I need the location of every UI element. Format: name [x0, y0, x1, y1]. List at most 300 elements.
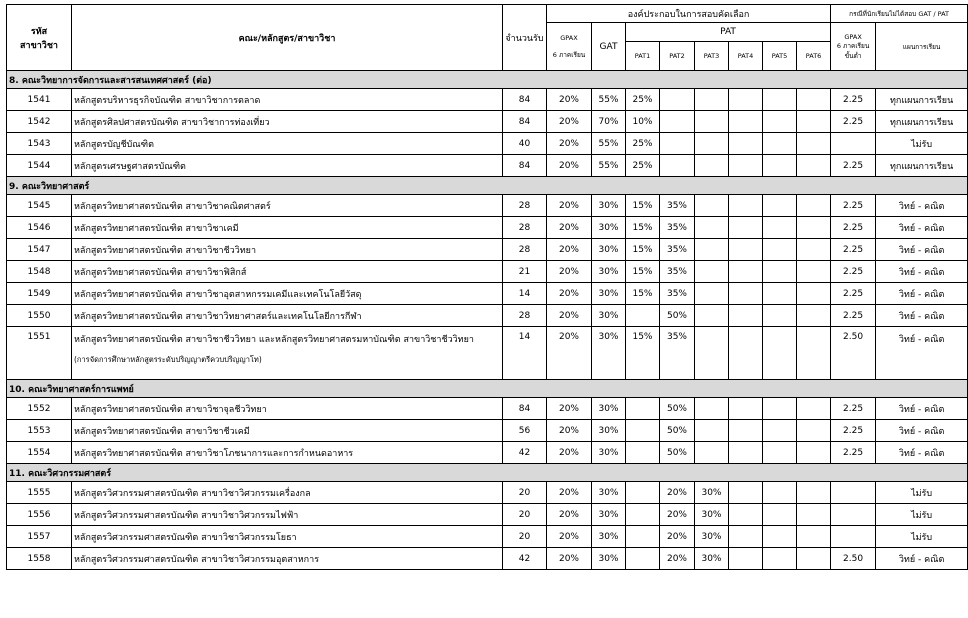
pat4-weight	[729, 526, 763, 548]
gat-weight: 30%	[592, 526, 626, 548]
program-name: หลักสูตรวิศวกรรมศาสตรบัณฑิต สาขาวิชาวิศวกรรมอุตสาหการ	[74, 554, 320, 565]
pat1-weight	[626, 504, 660, 526]
program-code: 1554	[7, 442, 72, 464]
program-name: หลักสูตรวิทยาศาสตรบัณฑิต สาขาวิชาฟิสิกส์	[74, 267, 247, 278]
table-row	[7, 133, 968, 155]
pat2-weight: 35%	[660, 327, 695, 380]
pat6-weight	[797, 398, 831, 420]
program-code: 1543	[7, 133, 72, 155]
program-name-cell	[72, 283, 503, 305]
pat2-weight: 35%	[660, 217, 695, 239]
program-code: 1547	[7, 239, 72, 261]
pat3-weight	[695, 111, 729, 133]
pat1-weight: 15%	[626, 261, 660, 283]
pat3-weight	[695, 442, 729, 464]
study-plan: ทุกแผนการเรียน	[876, 155, 968, 177]
gpax-weight: 20%	[547, 327, 592, 380]
pat2-weight: 35%	[660, 239, 695, 261]
gpax-min	[831, 526, 876, 548]
gpax-weight: 20%	[547, 526, 592, 548]
pat1-weight	[626, 305, 660, 327]
study-plan: วิทย์ - คณิต	[876, 398, 968, 420]
quota: 84	[503, 398, 547, 420]
gpax-min: 2.50	[831, 327, 876, 380]
program-name: หลักสูตรบัญชีบัณฑิต	[74, 139, 154, 150]
table-row	[7, 442, 968, 464]
header-gpax-min	[831, 23, 876, 71]
pat3-weight	[695, 89, 729, 111]
program-name-cell	[72, 195, 503, 217]
quota: 56	[503, 420, 547, 442]
section-title: 11. คณะวิศวกรรมศาสตร์	[7, 464, 968, 482]
study-plan: ทุกแผนการเรียน	[876, 111, 968, 133]
header-pat6: PAT6	[797, 42, 831, 71]
gpax-weight: 20%	[547, 111, 592, 133]
header-study-plan: แผนการเรียน	[876, 23, 968, 71]
gpax-min: 2.25	[831, 89, 876, 111]
header-code-line2: สาขาวิชา	[20, 40, 58, 51]
program-code: 1550	[7, 305, 72, 327]
gat-weight: 30%	[592, 239, 626, 261]
header-no-score: กรณีที่นักเรียนไม่ได้สอบ GAT / PAT	[831, 5, 968, 23]
gat-weight: 30%	[592, 217, 626, 239]
quota: 14	[503, 283, 547, 305]
study-plan: วิทย์ - คณิต	[876, 261, 968, 283]
program-name: หลักสูตรวิทยาศาสตรบัณฑิต สาขาวิชาเคมี	[74, 223, 239, 234]
gat-weight: 30%	[592, 442, 626, 464]
program-code: 1541	[7, 89, 72, 111]
program-code: 1549	[7, 283, 72, 305]
pat1-weight	[626, 442, 660, 464]
pat6-weight	[797, 442, 831, 464]
study-plan: วิทย์ - คณิต	[876, 239, 968, 261]
section-title: 8. คณะวิทยาการจัดการและสารสนเทศศาสตร์ (ต่อ)	[7, 71, 968, 89]
gat-weight: 30%	[592, 195, 626, 217]
pat5-weight	[763, 548, 797, 570]
program-name-cell	[72, 398, 503, 420]
section-header-row	[7, 71, 968, 89]
pat6-weight	[797, 504, 831, 526]
program-name-cell	[72, 305, 503, 327]
pat5-weight	[763, 283, 797, 305]
header-pat3: PAT3	[695, 42, 729, 71]
gat-weight: 55%	[592, 155, 626, 177]
study-plan: ทุกแผนการเรียน	[876, 89, 968, 111]
table-row	[7, 261, 968, 283]
program-name-cell	[72, 442, 503, 464]
pat6-weight	[797, 195, 831, 217]
study-plan: วิทย์ - คณิต	[876, 420, 968, 442]
pat2-weight: 35%	[660, 195, 695, 217]
quota: 40	[503, 133, 547, 155]
program-code: 1546	[7, 217, 72, 239]
pat1-weight	[626, 398, 660, 420]
pat4-weight	[729, 398, 763, 420]
gpax-weight: 20%	[547, 482, 592, 504]
gpax-weight: 20%	[547, 305, 592, 327]
pat4-weight	[729, 239, 763, 261]
header-pat1: PAT1	[626, 42, 660, 71]
gat-weight: 55%	[592, 133, 626, 155]
pat3-weight: 30%	[695, 504, 729, 526]
section-title: 10. คณะวิทยาศาสตร์การแพทย์	[7, 380, 968, 398]
gpax-weight: 20%	[547, 442, 592, 464]
pat4-weight	[729, 261, 763, 283]
header-gpax-min-sub1: 6 ภาคเรียน	[836, 41, 870, 50]
pat2-weight: 20%	[660, 526, 695, 548]
header-gpax-sub: 6 ภาคเรียน	[552, 50, 586, 59]
program-name-cell	[72, 133, 503, 155]
pat2-weight: 50%	[660, 442, 695, 464]
pat3-weight	[695, 155, 729, 177]
gpax-min: 2.25	[831, 420, 876, 442]
section-header-row	[7, 464, 968, 482]
pat3-weight	[695, 398, 729, 420]
gpax-min	[831, 133, 876, 155]
gpax-min: 2.25	[831, 239, 876, 261]
pat2-weight: 20%	[660, 482, 695, 504]
program-name-cell	[72, 239, 503, 261]
header-gpax	[547, 23, 592, 71]
program-name-cell	[72, 526, 503, 548]
pat2-weight: 50%	[660, 398, 695, 420]
quota: 14	[503, 327, 547, 380]
pat5-weight	[763, 482, 797, 504]
program-name: หลักสูตรบริหารธุรกิจบัณฑิต สาขาวิชาการตลาด	[74, 95, 261, 106]
study-plan: ไม่รับ	[876, 504, 968, 526]
header-quota: จำนวนรับ	[503, 5, 547, 71]
quota: 21	[503, 261, 547, 283]
gat-weight: 30%	[592, 283, 626, 305]
program-name: หลักสูตรวิศวกรรมศาสตรบัณฑิต สาขาวิชาวิศวกรรมไฟฟ้า	[74, 510, 299, 521]
program-name: หลักสูตรวิทยาศาสตรบัณฑิต สาขาวิชาชีววิทยา	[74, 245, 257, 256]
program-name: หลักสูตรวิศวกรรมศาสตรบัณฑิต สาขาวิชาวิศวกรรมเครื่องกล	[74, 488, 311, 499]
pat5-weight	[763, 111, 797, 133]
program-name: หลักสูตรวิทยาศาสตรบัณฑิต สาขาวิชาคณิตศาสตร์	[74, 201, 271, 212]
gpax-min: 2.25	[831, 305, 876, 327]
table-body	[7, 71, 968, 570]
gat-weight: 30%	[592, 420, 626, 442]
pat1-weight: 25%	[626, 89, 660, 111]
quota: 28	[503, 239, 547, 261]
program-name-cell	[72, 89, 503, 111]
program-code: 1548	[7, 261, 72, 283]
program-name-cell	[72, 548, 503, 570]
quota: 28	[503, 195, 547, 217]
gpax-min: 2.25	[831, 261, 876, 283]
pat1-weight: 15%	[626, 239, 660, 261]
pat4-weight	[729, 548, 763, 570]
gpax-min: 2.25	[831, 442, 876, 464]
table-row	[7, 111, 968, 133]
pat1-weight: 10%	[626, 111, 660, 133]
pat6-weight	[797, 420, 831, 442]
study-plan: วิทย์ - คณิต	[876, 217, 968, 239]
gpax-weight: 20%	[547, 195, 592, 217]
quota: 20	[503, 526, 547, 548]
pat3-weight	[695, 239, 729, 261]
quota: 20	[503, 482, 547, 504]
pat5-weight	[763, 504, 797, 526]
header-gpax-label: GPAX	[560, 33, 578, 42]
gpax-min: 2.25	[831, 195, 876, 217]
gat-weight: 55%	[592, 89, 626, 111]
quota: 42	[503, 548, 547, 570]
pat4-weight	[729, 89, 763, 111]
pat2-weight: 50%	[660, 420, 695, 442]
pat1-weight: 15%	[626, 195, 660, 217]
table-row	[7, 155, 968, 177]
program-name-cell	[72, 327, 503, 380]
table-row	[7, 398, 968, 420]
pat3-weight	[695, 133, 729, 155]
program-code: 1551	[7, 327, 72, 380]
quota: 42	[503, 442, 547, 464]
table-row	[7, 89, 968, 111]
pat2-weight	[660, 111, 695, 133]
pat3-weight: 30%	[695, 526, 729, 548]
header-gpax-min-sub2: ขั้นต่ำ	[844, 51, 862, 60]
gat-weight: 30%	[592, 398, 626, 420]
program-code: 1542	[7, 111, 72, 133]
study-plan: ไม่รับ	[876, 133, 968, 155]
pat5-weight	[763, 398, 797, 420]
header-components: องค์ประกอบในการสอบคัดเลือก	[547, 5, 831, 23]
program-note: (การจัดการศึกษาหลักสูตรระดับปริญญาตรีควบปริญญาโท)	[74, 355, 262, 364]
gpax-min	[831, 504, 876, 526]
study-plan: วิทย์ - คณิต	[876, 548, 968, 570]
pat2-weight: 50%	[660, 305, 695, 327]
gpax-min: 2.25	[831, 111, 876, 133]
gpax-weight: 20%	[547, 420, 592, 442]
pat5-weight	[763, 305, 797, 327]
pat6-weight	[797, 133, 831, 155]
program-name: หลักสูตรเศรษฐศาสตรบัณฑิต	[74, 161, 186, 172]
gpax-min: 2.25	[831, 217, 876, 239]
header-code	[7, 5, 72, 71]
header-pat5: PAT5	[763, 42, 797, 71]
section-header-row	[7, 177, 968, 195]
header-program: คณะ/หลักสูตร/สาขาวิชา	[72, 5, 503, 71]
pat6-weight	[797, 217, 831, 239]
quota: 28	[503, 305, 547, 327]
pat3-weight	[695, 195, 729, 217]
pat5-weight	[763, 327, 797, 380]
header-code-line1: รหัส	[30, 26, 48, 37]
pat2-weight	[660, 89, 695, 111]
gpax-weight: 20%	[547, 89, 592, 111]
pat5-weight	[763, 195, 797, 217]
pat5-weight	[763, 133, 797, 155]
pat4-weight	[729, 442, 763, 464]
gat-weight: 30%	[592, 261, 626, 283]
gat-weight: 70%	[592, 111, 626, 133]
table-row	[7, 283, 968, 305]
program-code: 1555	[7, 482, 72, 504]
program-code: 1552	[7, 398, 72, 420]
study-plan: วิทย์ - คณิต	[876, 442, 968, 464]
program-name: หลักสูตรวิทยาศาสตรบัณฑิต สาขาวิชาชีวเคมี	[74, 426, 250, 437]
study-plan: ไม่รับ	[876, 482, 968, 504]
program-name-cell	[72, 261, 503, 283]
header-pat2: PAT2	[660, 42, 695, 71]
pat4-weight	[729, 420, 763, 442]
pat5-weight	[763, 526, 797, 548]
table-row	[7, 482, 968, 504]
study-plan: ไม่รับ	[876, 526, 968, 548]
gpax-weight: 20%	[547, 133, 592, 155]
program-name-cell	[72, 217, 503, 239]
program-name-cell	[72, 111, 503, 133]
pat6-weight	[797, 548, 831, 570]
pat6-weight	[797, 526, 831, 548]
gpax-min: 2.50	[831, 548, 876, 570]
gpax-weight: 20%	[547, 398, 592, 420]
pat1-weight	[626, 482, 660, 504]
program-code: 1557	[7, 526, 72, 548]
table-row	[7, 239, 968, 261]
header-gpax-min-label: GPAX	[844, 32, 862, 41]
program-code: 1544	[7, 155, 72, 177]
program-name-cell	[72, 155, 503, 177]
pat2-weight	[660, 155, 695, 177]
quota: 84	[503, 89, 547, 111]
pat4-weight	[729, 305, 763, 327]
pat3-weight	[695, 217, 729, 239]
program-code: 1553	[7, 420, 72, 442]
table-row	[7, 305, 968, 327]
gpax-weight: 20%	[547, 548, 592, 570]
pat3-weight	[695, 261, 729, 283]
table-row	[7, 548, 968, 570]
pat2-weight: 20%	[660, 548, 695, 570]
gpax-weight: 20%	[547, 217, 592, 239]
pat5-weight	[763, 420, 797, 442]
pat3-weight	[695, 305, 729, 327]
program-name: หลักสูตรวิศวกรรมศาสตรบัณฑิต สาขาวิชาวิศวกรรมโยธา	[74, 532, 297, 543]
program-name-cell	[72, 504, 503, 526]
pat5-weight	[763, 217, 797, 239]
gpax-weight: 20%	[547, 261, 592, 283]
program-name: หลักสูตรวิทยาศาสตรบัณฑิต สาขาวิชาชีววิทยา และหลักสูตรวิทยาศาสตรมหาบัณฑิต สาขาวิชาชีววิทยา	[74, 335, 474, 345]
pat1-weight: 15%	[626, 327, 660, 380]
gpax-weight: 20%	[547, 239, 592, 261]
pat4-weight	[729, 217, 763, 239]
table-row	[7, 327, 968, 380]
pat6-weight	[797, 239, 831, 261]
pat4-weight	[729, 504, 763, 526]
pat1-weight: 15%	[626, 283, 660, 305]
pat4-weight	[729, 327, 763, 380]
program-name-cell	[72, 482, 503, 504]
pat4-weight	[729, 482, 763, 504]
program-code: 1558	[7, 548, 72, 570]
pat6-weight	[797, 111, 831, 133]
gpax-weight: 20%	[547, 504, 592, 526]
section-title: 9. คณะวิทยาศาสตร์	[7, 177, 968, 195]
quota: 28	[503, 217, 547, 239]
gat-weight: 30%	[592, 482, 626, 504]
pat6-weight	[797, 89, 831, 111]
pat6-weight	[797, 283, 831, 305]
pat1-weight	[626, 420, 660, 442]
pat3-weight	[695, 283, 729, 305]
table-row	[7, 195, 968, 217]
quota: 20	[503, 504, 547, 526]
program-name-cell	[72, 420, 503, 442]
pat3-weight	[695, 420, 729, 442]
program-name: หลักสูตรวิทยาศาสตรบัณฑิต สาขาวิชาโภชนาการและการกำหนดอาหาร	[74, 448, 354, 459]
study-plan: วิทย์ - คณิต	[876, 195, 968, 217]
pat1-weight	[626, 548, 660, 570]
pat3-weight	[695, 327, 729, 380]
table-row	[7, 504, 968, 526]
pat2-weight: 35%	[660, 283, 695, 305]
gpax-min: 2.25	[831, 155, 876, 177]
quota: 84	[503, 155, 547, 177]
pat5-weight	[763, 89, 797, 111]
pat1-weight: 25%	[626, 133, 660, 155]
gat-weight: 30%	[592, 305, 626, 327]
program-name: หลักสูตรวิทยาศาสตรบัณฑิต สาขาวิชาอุตสาหกรรมเคมีและเทคโนโลยีวัสดุ	[74, 289, 362, 300]
program-name: หลักสูตรวิทยาศาสตรบัณฑิต สาขาวิชาวิทยาศาสตร์และเทคโนโลยีการกีฬา	[74, 311, 362, 322]
study-plan: วิทย์ - คณิต	[876, 283, 968, 305]
program-code: 1556	[7, 504, 72, 526]
pat1-weight: 25%	[626, 155, 660, 177]
gat-weight: 30%	[592, 548, 626, 570]
section-header-row	[7, 380, 968, 398]
study-plan: วิทย์ - คณิต	[876, 305, 968, 327]
pat6-weight	[797, 261, 831, 283]
pat5-weight	[763, 239, 797, 261]
quota: 84	[503, 111, 547, 133]
pat1-weight: 15%	[626, 217, 660, 239]
gpax-min: 2.25	[831, 283, 876, 305]
pat4-weight	[729, 195, 763, 217]
gpax-weight: 20%	[547, 283, 592, 305]
program-code: 1545	[7, 195, 72, 217]
pat5-weight	[763, 442, 797, 464]
pat6-weight	[797, 327, 831, 380]
pat2-weight: 35%	[660, 261, 695, 283]
pat4-weight	[729, 155, 763, 177]
pat4-weight	[729, 283, 763, 305]
admission-criteria-table	[6, 4, 968, 570]
gpax-min: 2.25	[831, 398, 876, 420]
pat2-weight: 20%	[660, 504, 695, 526]
pat1-weight	[626, 526, 660, 548]
gat-weight: 30%	[592, 327, 626, 380]
gpax-weight: 20%	[547, 155, 592, 177]
admission-table-container	[6, 4, 968, 570]
program-name: หลักสูตรศิลปศาสตรบัณฑิต สาขาวิชาการท่องเที่ยว	[74, 117, 270, 128]
pat5-weight	[763, 261, 797, 283]
program-name: หลักสูตรวิทยาศาสตรบัณฑิต สาขาวิชาจุลชีววิทยา	[74, 404, 267, 415]
header-pat4: PAT4	[729, 42, 763, 71]
header-gat: GAT	[592, 23, 626, 71]
pat3-weight: 30%	[695, 548, 729, 570]
pat6-weight	[797, 155, 831, 177]
pat4-weight	[729, 111, 763, 133]
header-pat: PAT	[626, 23, 831, 42]
table-row	[7, 526, 968, 548]
table-row	[7, 420, 968, 442]
pat3-weight: 30%	[695, 482, 729, 504]
pat6-weight	[797, 482, 831, 504]
table-row	[7, 217, 968, 239]
gat-weight: 30%	[592, 504, 626, 526]
pat4-weight	[729, 133, 763, 155]
